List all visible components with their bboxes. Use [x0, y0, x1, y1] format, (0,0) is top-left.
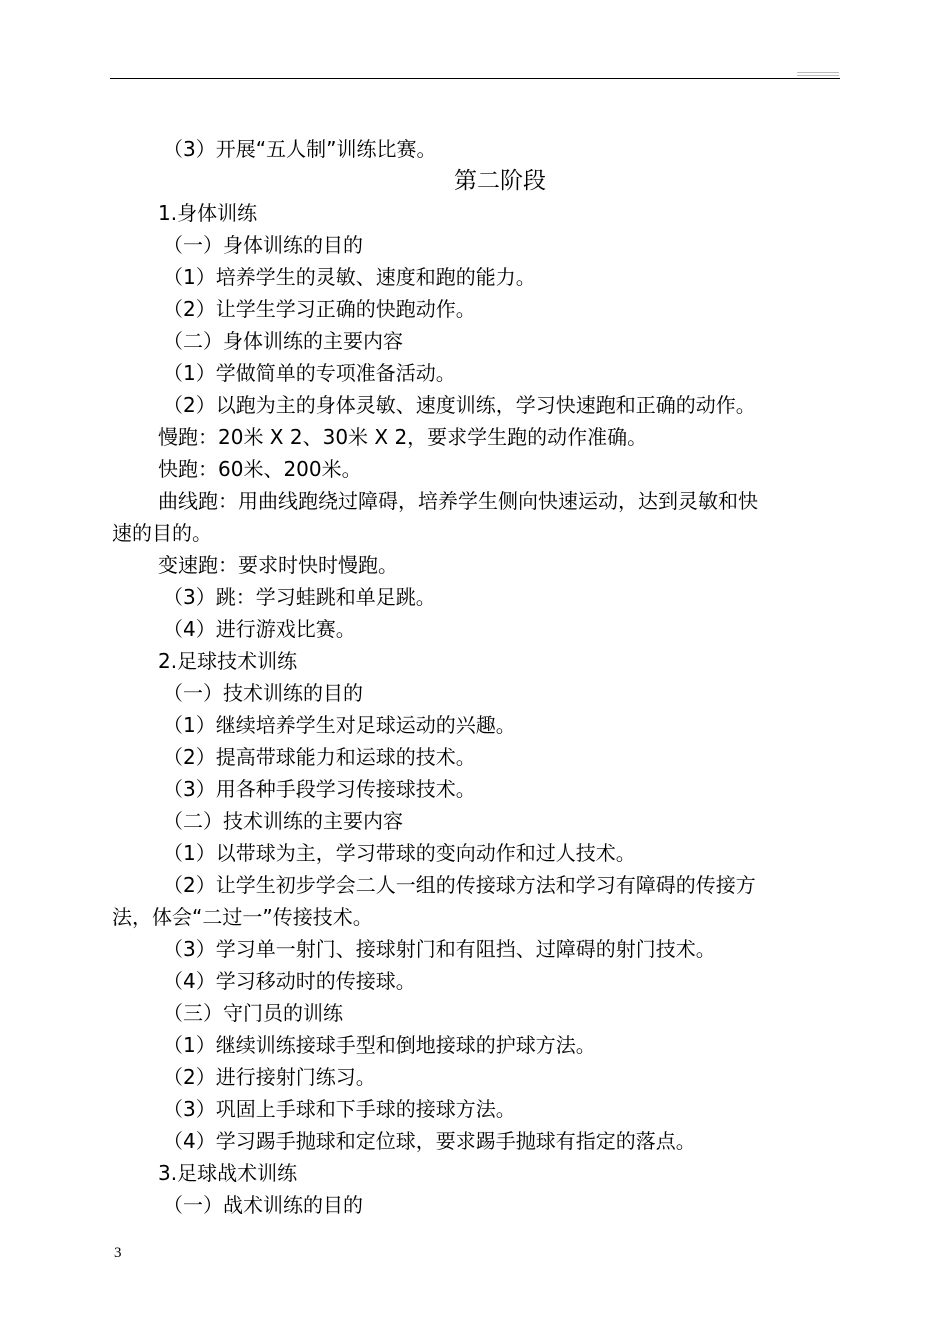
- page-number: 3: [114, 1245, 122, 1261]
- text-line: （4）学习踢手抛球和定位球，要求踢手抛球有指定的落点。: [163, 1129, 696, 1153]
- text-line: （4）进行游戏比赛。: [163, 617, 356, 641]
- text-line: （2）让学生学习正确的快跑动作。: [163, 297, 476, 321]
- text-line: （2）提高带球能力和运球的技术。: [163, 745, 476, 769]
- text-line: 慢跑：20米 X 2、30米 X 2，要求学生跑的动作准确。: [158, 425, 648, 449]
- text-line: （1）学做简单的专项准备活动。: [163, 361, 456, 385]
- text-line: （2）以跑为主的身体灵敏、速度训练，学习快速跑和正确的动作。: [163, 393, 756, 417]
- text-line: 法，体会“二过一”传接技术。: [112, 905, 373, 929]
- text-line: （三）守门员的训练: [163, 1001, 343, 1025]
- header-mark-bottom: [797, 75, 839, 76]
- text-line: （3）跳：学习蛙跳和单足跳。: [163, 585, 436, 609]
- text-line: （一）技术训练的目的: [163, 681, 363, 705]
- text-line: （2）进行接射门练习。: [163, 1065, 376, 1089]
- text-line: 2.足球技术训练: [158, 649, 298, 673]
- text-line: 速的目的。: [112, 521, 212, 545]
- text-line: （1）以带球为主，学习带球的变向动作和过人技术。: [163, 841, 636, 865]
- text-line: （3）巩固上手球和下手球的接球方法。: [163, 1097, 516, 1121]
- text-line: （一）身体训练的目的: [163, 233, 363, 257]
- text-line: （二）技术训练的主要内容: [163, 809, 403, 833]
- text-line: 3.足球战术训练: [158, 1161, 298, 1185]
- text-line: （2）让学生初步学会二人一组的传接球方法和学习有障碍的传接方: [163, 873, 756, 897]
- header-rule: [110, 78, 840, 79]
- header-mark-top: [797, 72, 839, 73]
- text-line: （3）开展“五人制”训练比赛。: [163, 137, 437, 161]
- text-line: 1.身体训练: [158, 201, 258, 225]
- text-line: （二）身体训练的主要内容: [163, 329, 403, 353]
- document-body: [0, 133, 950, 1221]
- text-line: （4）学习移动时的传接球。: [163, 969, 416, 993]
- text-line: （1）继续培养学生对足球运动的兴趣。: [163, 713, 516, 737]
- section-title: 第二阶段: [454, 168, 546, 194]
- text-line: （一）战术训练的目的: [163, 1193, 363, 1217]
- text-line: 快跑：60米、200米。: [158, 457, 362, 481]
- text-line: 变速跑：要求时快时慢跑。: [158, 553, 398, 577]
- text-line: （3）用各种手段学习传接球技术。: [163, 777, 476, 801]
- text-line: （1）继续训练接球手型和倒地接球的护球方法。: [163, 1033, 596, 1057]
- text-line: 曲线跑：用曲线跑绕过障碍，培养学生侧向快速运动，达到灵敏和快: [158, 489, 758, 513]
- text-line: （3）学习单一射门、接球射门和有阻挡、过障碍的射门技术。: [163, 937, 716, 961]
- text-line: （1）培养学生的灵敏、速度和跑的能力。: [163, 265, 536, 289]
